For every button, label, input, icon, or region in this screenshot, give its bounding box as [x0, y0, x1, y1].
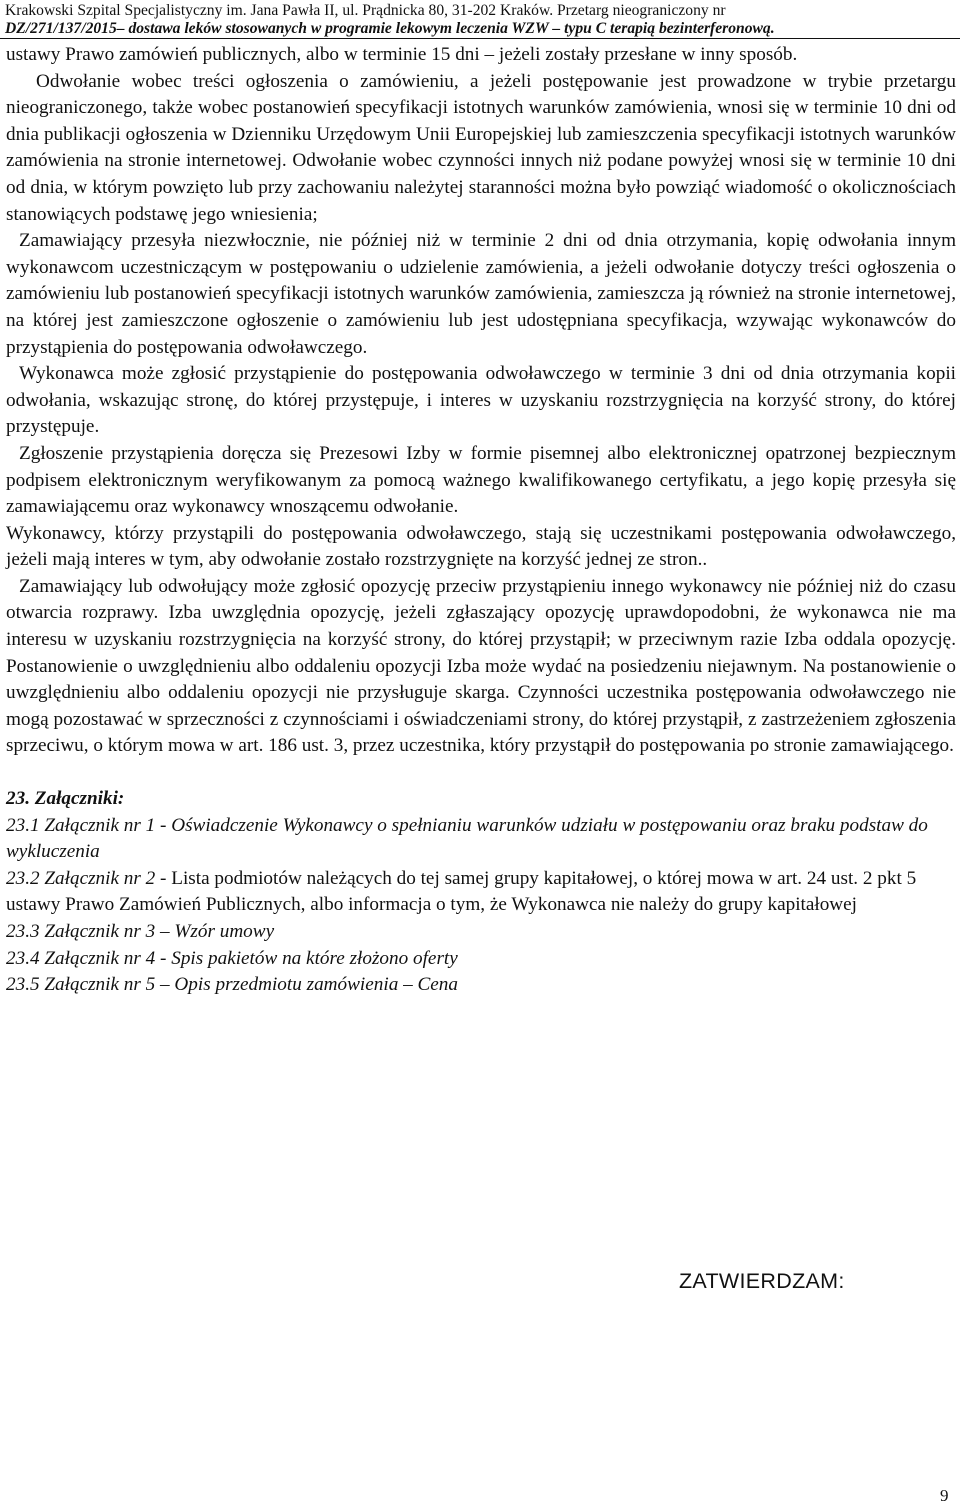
attachment-item-2 — [6, 866, 956, 919]
paragraph-joining-appeal: Wykonawca może zgłosić przystąpienie do postępowania odwoławczego w terminie 3 dni od dnia otrzymania kopii odwołania, wskazując stronę, do której przystępuje, i interes w uzyskaniu rozstrzygnięcia na korzyść strony, do której przystępuje. — [6, 363, 956, 438]
section-spacer — [6, 760, 956, 786]
attachment-item-1: 23.1 Załącznik nr 1 - Oświadczenie Wykonawcy o spełnianiu warunków udziału w postępowaniu oraz braku podstaw do wykluczenia — [6, 814, 928, 863]
header-tender-reference: DZ/271/137/2015– dostawa leków stosowanych w programie lekowym leczenia WZW – typu C terapią bezinterferonową. — [5, 20, 775, 37]
attachment-item-2-text: - Lista podmiotów należących do tej samej grupy kapitałowej, o której mowa w art. 24 ust. 2 pkt 5 ustawy Prawo Zamówień Publicznych, albo informacja o tym, że Wykonawca nie należy do grupy kapitałowej — [6, 867, 917, 916]
page-header — [0, 0, 960, 38]
attachments-heading: 23. Załączniki: — [6, 788, 125, 810]
attachments-list — [6, 813, 956, 999]
paragraph-joining-notice: Zgłoszenie przystąpienia doręcza się Prezesowi Izby w formie pisemnej albo elektronicznej opatrzonej bezpiecznym podpisem elektronicznym weryfikowanym za pomocą ważnego kwalifikowanego certyfikatu, a jego kopię przesyła się zamawiającemu oraz wykonawcy wnoszącemu odwołanie. — [6, 442, 956, 518]
approval-label: ZATWIERDZAM: — [679, 1269, 845, 1293]
header-divider — [0, 38, 960, 39]
paragraph-appeal-copy: Zamawiający przesyła niezwłocznie, nie później niż w terminie 2 dni od dnia otrzymania, kopię odwołania innym wykonawcom uczestniczącym w postępowaniu o udzielenie zamówienia, a jeżeli odwołanie dotyczy treści ogłoszenia o zamówieniu lub postanowień specyfikacji istotnych warunków zamówienia, zamieszcza ją również na stronie internetowej, na której jest zamieszczone ogłoszenie o zamówieniu lub jest udostępniana specyfikacja, wzywając wykonawców do przystąpienia do postępowania odwoławczego. — [6, 230, 956, 358]
paragraph-appeal-participants: Wykonawcy, którzy przystąpili do postępowania odwoławczego, stają się uczestnikami postępowania odwoławczego, jeżeli mają interes w tym, aby odwołanie zostało rozstrzygnięte na korzyść jednej ze stron.. — [6, 522, 956, 571]
page-number: 9 — [940, 1486, 949, 1505]
attachment-item-4: 23.4 Załącznik nr 4 - Spis pakietów na które złożono oferty — [6, 947, 458, 969]
attachment-item-2-label: 23.2 Załącznik nr 2 — [6, 867, 156, 889]
paragraph-opposition: Zamawiający lub odwołujący może zgłosić opozycję przeciw przystąpieniu innego wykonawcy nie później niż do czasu otwarcia rozprawy. Izba uwzględnia opozycję, jeżeli zgłaszający opozycję uprawdopodobni, że wykonawca nie ma interesu w uzyskaniu rozstrzygnięcia na korzyść strony, do której przystąpił; w przeciwnym razie Izba oddala opozycję. Postanowienie o uwzględnieniu albo oddaleniu opozycji Izba może wydać na posiedzeniu niejawnym. Na postanowienie o uwzględnieniu albo oddaleniu opozycji nie przysługuje skarga. Czynności uczestnika postępowania odwoławczego nie mogą pozostawać w sprzeczności z czynnościami i oświadczeniami strony, do której przystąpił, z zastrzeżeniem zgłoszenia sprzeciwu, o którym mowa w art. 186 ust. 3, przez uczestnika, który przystąpił do postępowania po stronie zamawiającego. — [6, 575, 956, 757]
paragraph-continuation: ustawy Prawo zamówień publicznych, albo w terminie 15 dni – jeżeli zostały przesłane w inny sposób. — [6, 44, 798, 65]
document-body — [6, 42, 956, 999]
header-hospital-address: Krakowski Szpital Specjalistyczny im. Jana Pawła II, ul. Prądnicka 80, 31-202 Kraków. Przetarg nieograniczony nr — [5, 2, 726, 19]
attachment-item-5: 23.5 Załącznik nr 5 – Opis przedmiotu zamówienia – Cena — [6, 974, 458, 996]
attachment-item-3: 23.3 Załącznik nr 3 – Wzór umowy — [6, 921, 275, 942]
paragraph-appeal-deadlines: Odwołanie wobec treści ogłoszenia o zamówieniu, a jeżeli postępowanie jest prowadzone w trybie przetargu nieograniczonego, także wobec postanowień specyfikacji istotnych warunków zamówienia, wnosi się w terminie 10 dni od dnia publikacji ogłoszenia w Dzienniku Urzędowym Unii Europejskiej lub zamieszczenia specyfikacji istotnych warunków zamówienia na stronie internetowej. Odwołanie wobec czynności innych niż podane powyżej wnosi się w terminie 10 dni od dnia, w którym powzięto lub przy zachowaniu należytej staranności można było powziąć wiadomość o okolicznościach stanowiących podstawę jego wniesienia; — [6, 70, 956, 225]
